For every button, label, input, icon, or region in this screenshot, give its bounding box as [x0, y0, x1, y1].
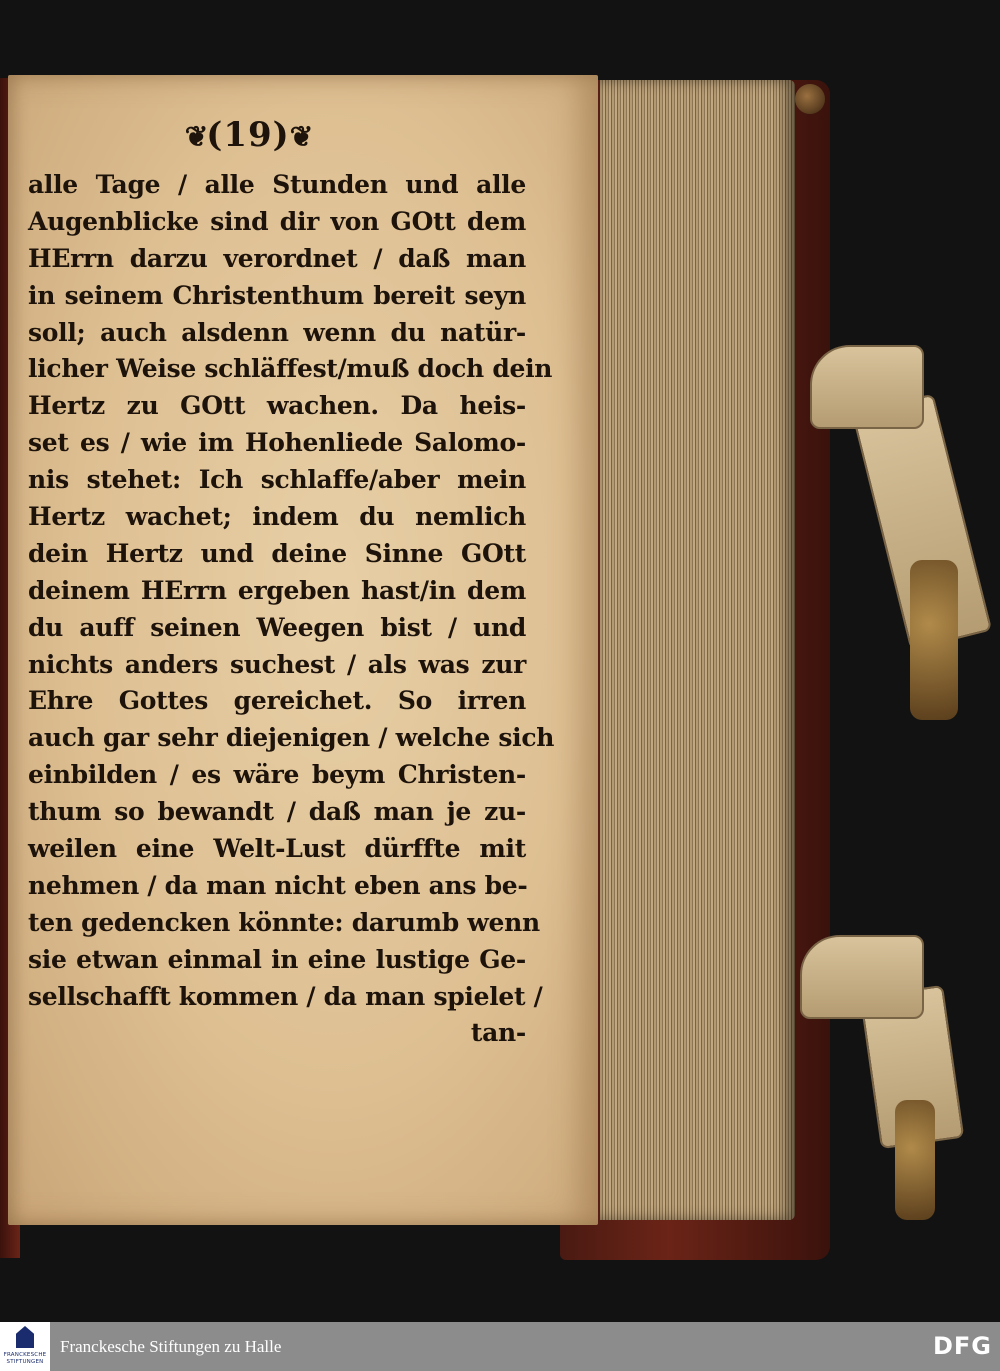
text-line: HErrn darzu verordnet / daß man: [28, 243, 526, 273]
institution-logo[interactable]: [0, 1322, 50, 1371]
text-line: soll; auch alsdenn wenn du natür-: [28, 317, 526, 347]
cover-rivet: [795, 84, 825, 114]
bottom-clasp: [800, 935, 924, 1019]
logo-caption: [0, 1352, 50, 1366]
text-line: Ehre Gottes gereichet. So irren: [28, 686, 526, 716]
text-line: sellschafft kommen / da man spielet /: [28, 981, 543, 1011]
text-line: du auff seinen Weegen bist / und: [28, 612, 526, 642]
text-line: deinem HErrn ergeben hast/in dem: [28, 575, 526, 605]
text-line: nehmen / da man nicht eben ans be-: [28, 870, 528, 900]
text-line: nichts anders suchest / als was zur: [28, 649, 526, 679]
text-line: auch gar sehr diejenigen / welche sich: [28, 723, 555, 753]
text-line: licher Weise schläffest/muß doch dein: [28, 354, 553, 384]
text-line: sie etwan einmal in eine lustige Ge-: [28, 944, 526, 974]
text-line: thum so bewandt / daß man je zu-: [28, 797, 526, 827]
text-line: Hertz zu GOtt wachen. Da heis-: [28, 391, 526, 421]
page-number: 19: [223, 115, 273, 155]
text-line: Hertz wachet; indem du nemlich: [28, 502, 526, 532]
header-ornament-left: ❦: [184, 120, 207, 153]
text-line: dein Hertz und deine Sinne GOtt: [28, 538, 526, 568]
top-clasp-metal-fitting: [910, 560, 958, 720]
catchword: tan-: [470, 1018, 526, 1048]
bottom-clasp-metal-fitting: [895, 1100, 935, 1220]
institution-name[interactable]: Franckesche Stiftungen zu Halle: [60, 1337, 282, 1356]
text-line: set es / wie im Hohenliede Salomo-: [28, 428, 526, 458]
text-line: alle Tage / alle Stunden und alle: [28, 170, 526, 199]
footer-bar: [0, 1322, 1000, 1371]
header-ornament-right: ❦: [289, 120, 312, 153]
logo-caption-line2: STIFTUNGEN: [6, 1359, 44, 1365]
text-line: in seinem Christenthum bereit seyn: [28, 280, 526, 310]
text-line: einbilden / es wäre beym Christen-: [28, 760, 526, 790]
text-line: weilen eine Welt-Lust dürffte mit: [28, 834, 526, 864]
page-text: [28, 167, 555, 1052]
text-line: Augenblicke sind dir von GOtt dem: [28, 206, 526, 236]
text-line: ten gedencken könnte: darumb wenn: [28, 907, 540, 937]
logo-caption-line1: FRANCKESCHE: [3, 1352, 47, 1358]
top-clasp: [810, 345, 924, 429]
book-page: [8, 75, 598, 1225]
page-block-edges: [600, 80, 795, 1220]
dfg-logo[interactable]: DFG: [932, 1332, 992, 1360]
text-line: nis stehet: Ich schlaffe/aber mein: [28, 465, 526, 495]
page-header: ❦(19)❦: [184, 115, 312, 155]
building-icon: [16, 1326, 34, 1348]
